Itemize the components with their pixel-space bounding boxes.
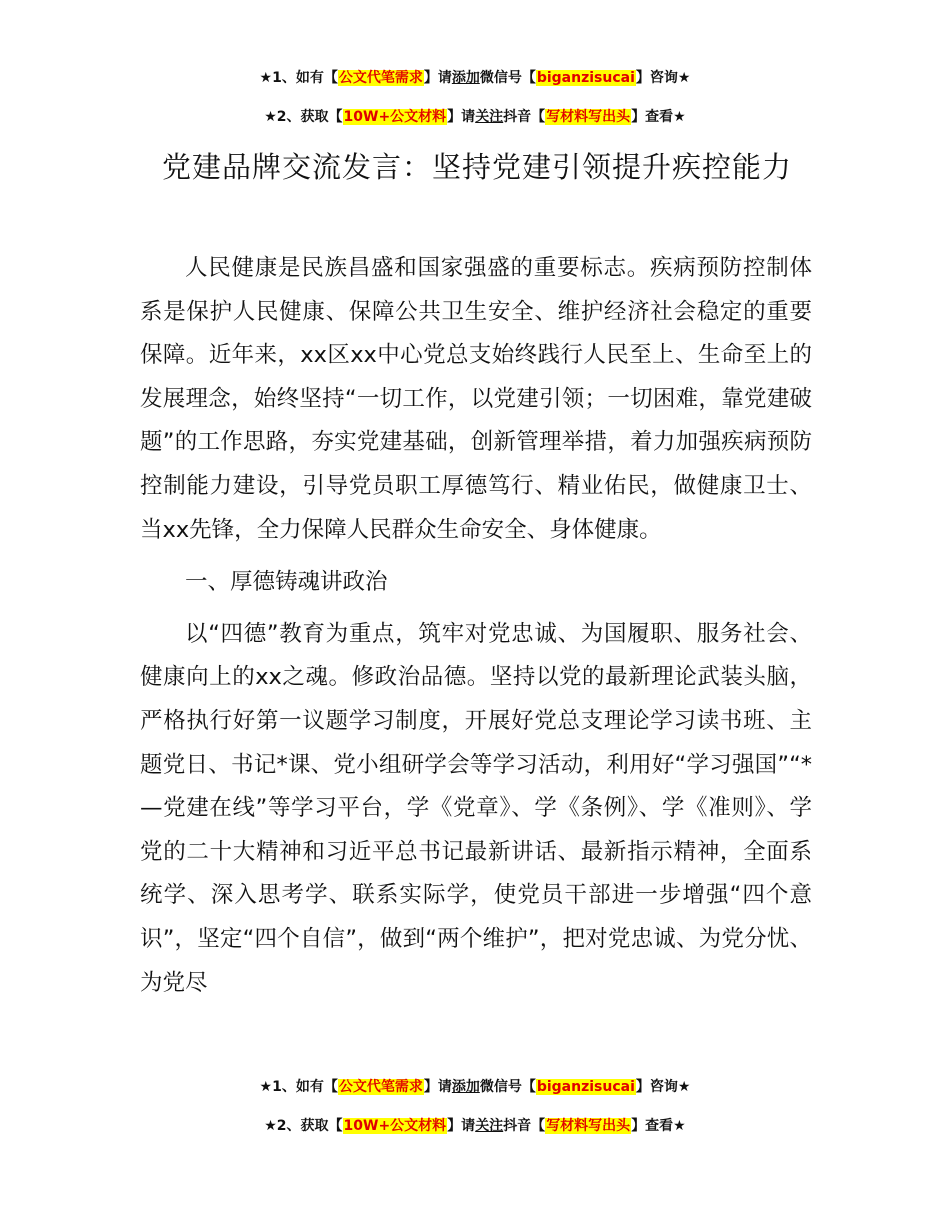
banner-text: 】请 [423, 70, 452, 86]
banner-underline: 添加 [451, 70, 480, 86]
banner-text: 】查看★ [631, 1118, 686, 1134]
banner-text: ★1、如有【 [259, 1079, 338, 1095]
promo-banner-bottom-line1 [0, 1077, 950, 1097]
document-body [140, 247, 812, 1005]
banner-text: 微信号【 [479, 1079, 536, 1095]
promo-banner-top-line1 [0, 68, 950, 88]
banner-underline: 添加 [451, 1079, 480, 1095]
banner-text: 】请 [423, 1079, 452, 1095]
banner-highlight: biganzisucai [536, 1079, 635, 1095]
banner-text: ★1、如有【 [259, 70, 338, 86]
paragraph-intro: 人民健康是民族昌盛和国家强盛的重要标志。疾病预防控制体系是保护人民健康、保障公共卫生安全、维护经济社会稳定的重要保障。近年来，xx区xx中心党总支始终践行人民至上、生命至上的发展理念，始终坚持“一切工作，以党建引领；一切困难，靠党建破题”的工作思路，夯实党建基础，创新管理举措，着力加强疾病预防控制能力建设，引导党员职工厚德笃行、精业佑民，做健康卫士、当xx先锋，全力保障人民群众生命安全、身体健康。 [140, 255, 812, 543]
banner-text: 抖音【 [503, 1118, 546, 1134]
section-heading: 一、厚德铸魂讲政治 [185, 568, 388, 595]
banner-highlight: biganzisucai [536, 70, 635, 86]
banner-text: 】请 [447, 109, 476, 125]
paragraph-section-1: 以“四德”教育为重点，筑牢对党忠诚、为国履职、服务社会、健康向上的xx之魂。修政治品德。坚持以党的最新理论武装头脑，严格执行好第一议题学习制度，开展好党总支理论学习读书班、主题党日、书记*课、党小组研学会等学习活动，利用好“学习强国”“*—党建在线”等学习平台，学《党章》、学《条例》、学《准则》、学党的二十大精神和习近平总书记最新讲话、最新指示精神，全面系统学、深入思考学、联系实际学，使党员干部进一步增强“四个意识”，坚定“四个自信”，做到“两个维护”，把对党忠诚、为党分忧、为党尽 [140, 620, 812, 996]
document-title: 党建品牌交流发言：坚持党建引领提升疾控能力 [161, 150, 792, 184]
promo-banner-top-line2 [0, 107, 950, 127]
banner-text: 抖音【 [503, 109, 546, 125]
promo-banner-bottom-line2 [0, 1116, 950, 1136]
banner-highlight: 公文代笔需求 [338, 1079, 423, 1095]
banner-text: 微信号【 [479, 70, 536, 86]
banner-highlight: 写材料写出头 [546, 109, 631, 125]
banner-text: 】咨询★ [635, 70, 691, 86]
banner-text: 】咨询★ [635, 1079, 691, 1095]
banner-highlight: 公文代笔需求 [338, 70, 423, 86]
banner-highlight: 10W+公文材料 [343, 109, 447, 125]
banner-underline: 关注 [475, 1118, 504, 1134]
banner-text: ★2、获取【 [264, 1118, 343, 1134]
banner-highlight: 10W+公文材料 [343, 1118, 447, 1134]
banner-underline: 关注 [475, 109, 504, 125]
banner-text: 】请 [447, 1118, 476, 1134]
banner-text: ★2、获取【 [264, 109, 343, 125]
banner-highlight: 写材料写出头 [546, 1118, 631, 1134]
banner-text: 】查看★ [631, 109, 686, 125]
